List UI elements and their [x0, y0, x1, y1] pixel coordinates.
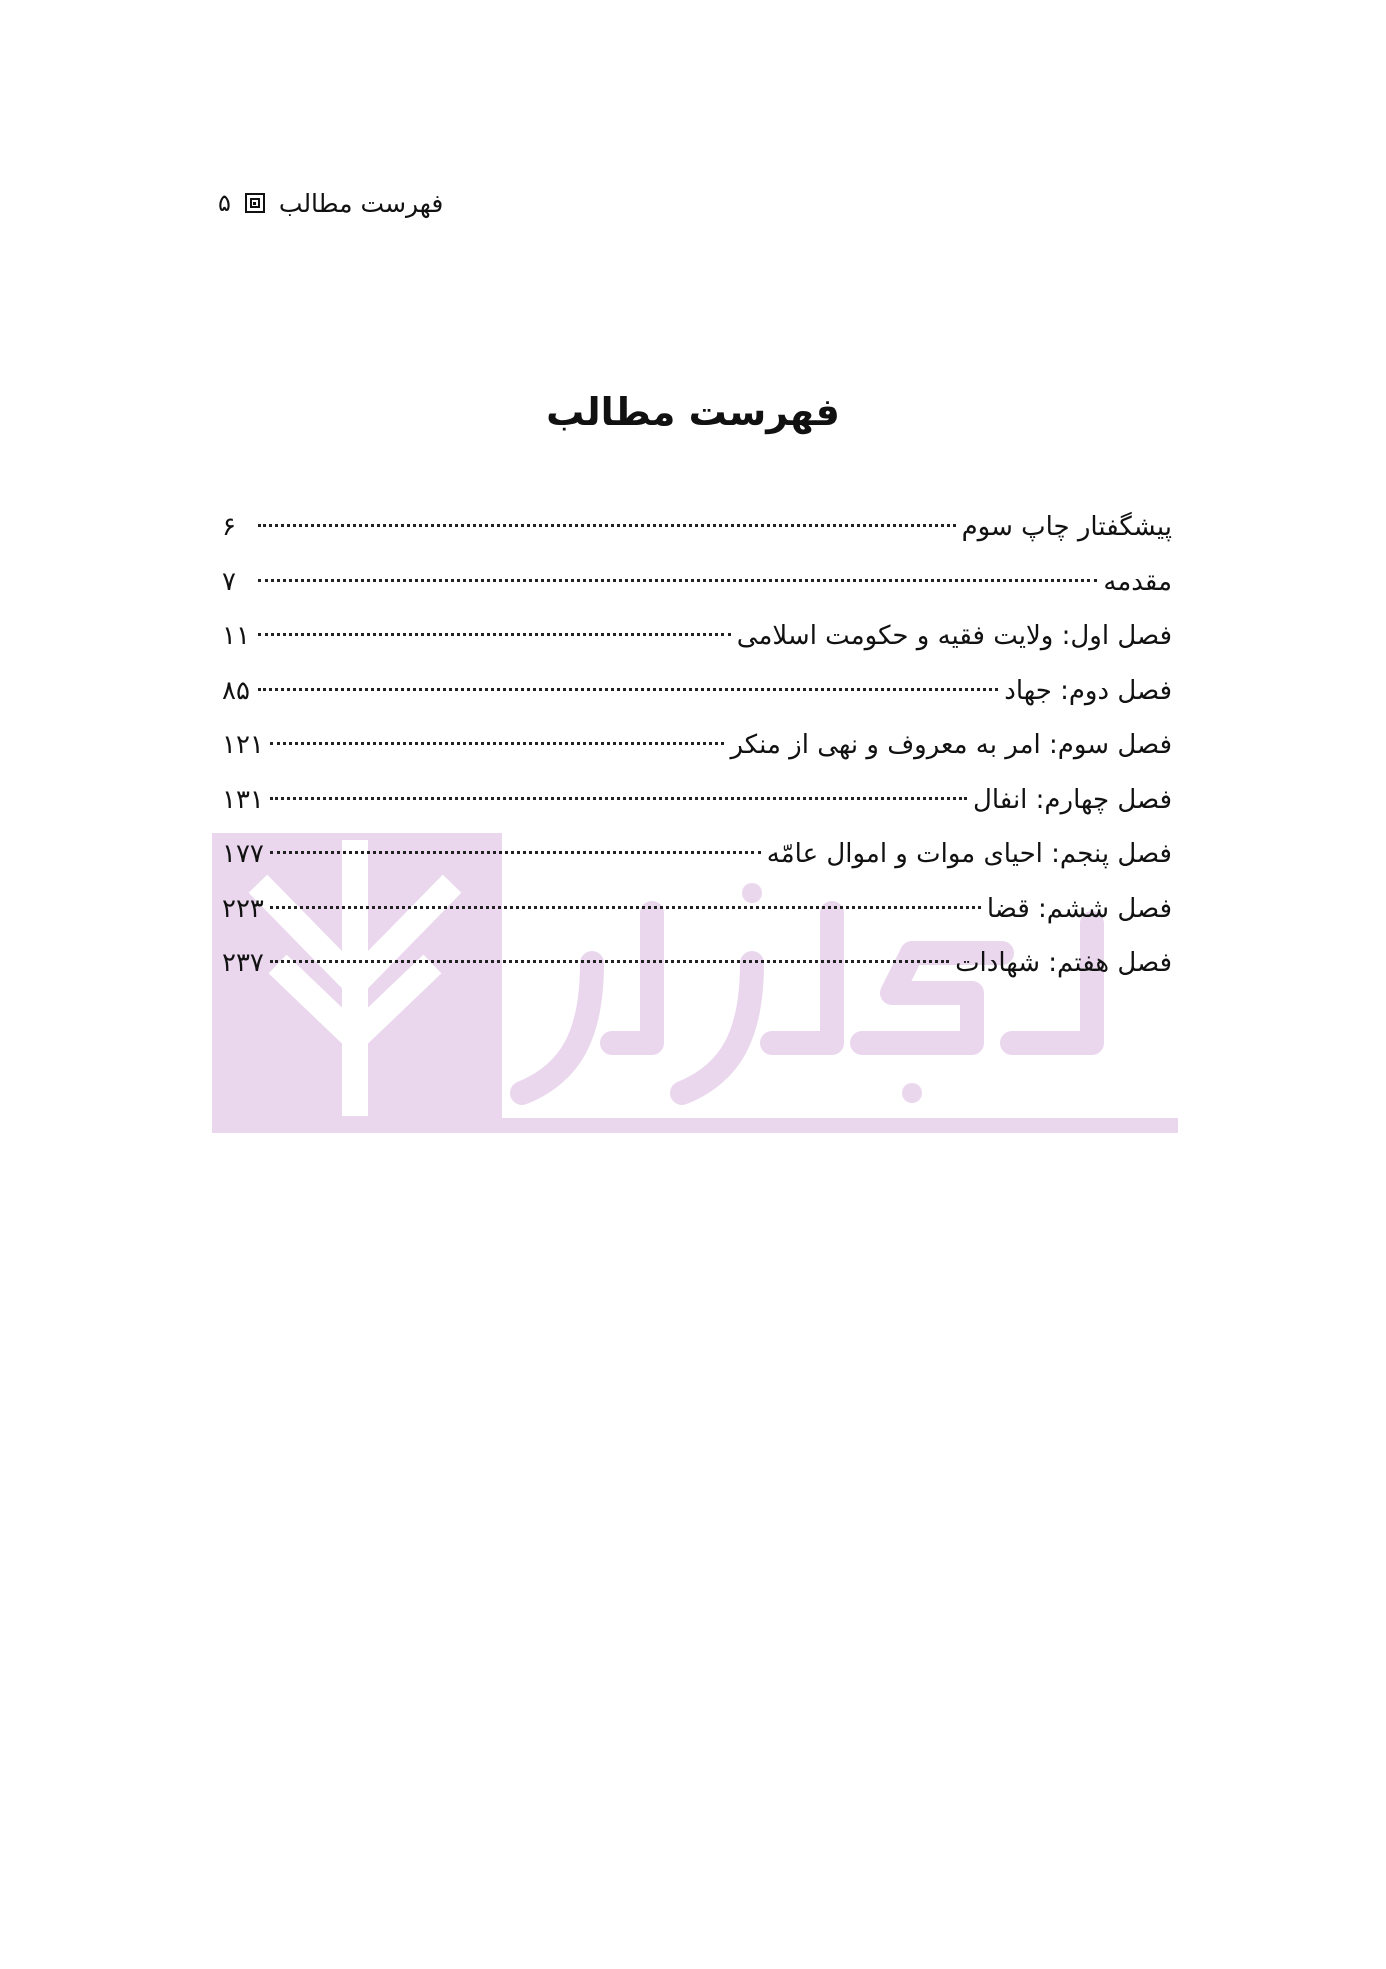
table-of-contents — [222, 500, 1172, 991]
toc-dot-leader — [258, 579, 1097, 582]
toc-item-label: فصل چهارم: انفال — [972, 784, 1172, 815]
toc-item-label: فصل دوم: جهاد — [1004, 675, 1172, 706]
toc-dot-leader — [270, 960, 949, 963]
toc-item[interactable] — [222, 664, 1172, 719]
header-title: فهرست مطالب — [278, 188, 444, 218]
toc-item[interactable] — [222, 555, 1172, 610]
toc-item[interactable] — [222, 609, 1172, 664]
toc-item-page: ۱۷۷ — [222, 839, 264, 869]
toc-item-page: ۶ — [222, 512, 236, 542]
toc-item[interactable] — [222, 827, 1172, 882]
toc-dot-leader — [270, 742, 725, 745]
toc-item[interactable] — [222, 882, 1172, 937]
toc-item[interactable] — [222, 718, 1172, 773]
toc-item-label: فصل اول: ولایت فقیه و حکومت اسلامی — [736, 621, 1172, 651]
toc-dot-leader — [258, 688, 998, 691]
toc-item-label: فصل سوم: امر به معروف و نهی از منکر — [730, 730, 1172, 760]
toc-item-page: ۸۵ — [222, 675, 250, 706]
running-header — [218, 183, 443, 223]
toc-item-page: ۱۲۱ — [222, 730, 264, 760]
toc-item[interactable] — [222, 500, 1172, 555]
toc-item-label: پیشگفتار چاپ سوم — [961, 512, 1172, 542]
nested-square-icon — [245, 193, 265, 213]
toc-item-page: ۱۱ — [222, 621, 250, 651]
toc-dot-leader — [270, 797, 967, 800]
toc-dot-leader — [270, 851, 761, 854]
toc-item-page: ۲۲۳ — [222, 893, 264, 924]
toc-item[interactable] — [222, 936, 1172, 991]
toc-item-label: مقدمه — [1103, 566, 1172, 597]
toc-item-page: ۱۳۱ — [222, 784, 264, 815]
header-page-number: ۵ — [218, 189, 231, 217]
page-title: فهرست مطالب — [546, 390, 840, 434]
toc-item-page: ۷ — [222, 566, 236, 597]
toc-item-label: فصل پنجم: احیای موات و اموال عامّه — [766, 839, 1172, 869]
toc-dot-leader — [258, 524, 956, 527]
toc-item-page: ۲۳۷ — [222, 948, 264, 978]
toc-dot-leader — [258, 633, 731, 636]
toc-item-label: فصل هفتم: شهادات — [955, 948, 1172, 978]
toc-item-label: فصل ششم: قضا — [986, 893, 1172, 924]
toc-dot-leader — [270, 906, 981, 909]
toc-item[interactable] — [222, 773, 1172, 828]
